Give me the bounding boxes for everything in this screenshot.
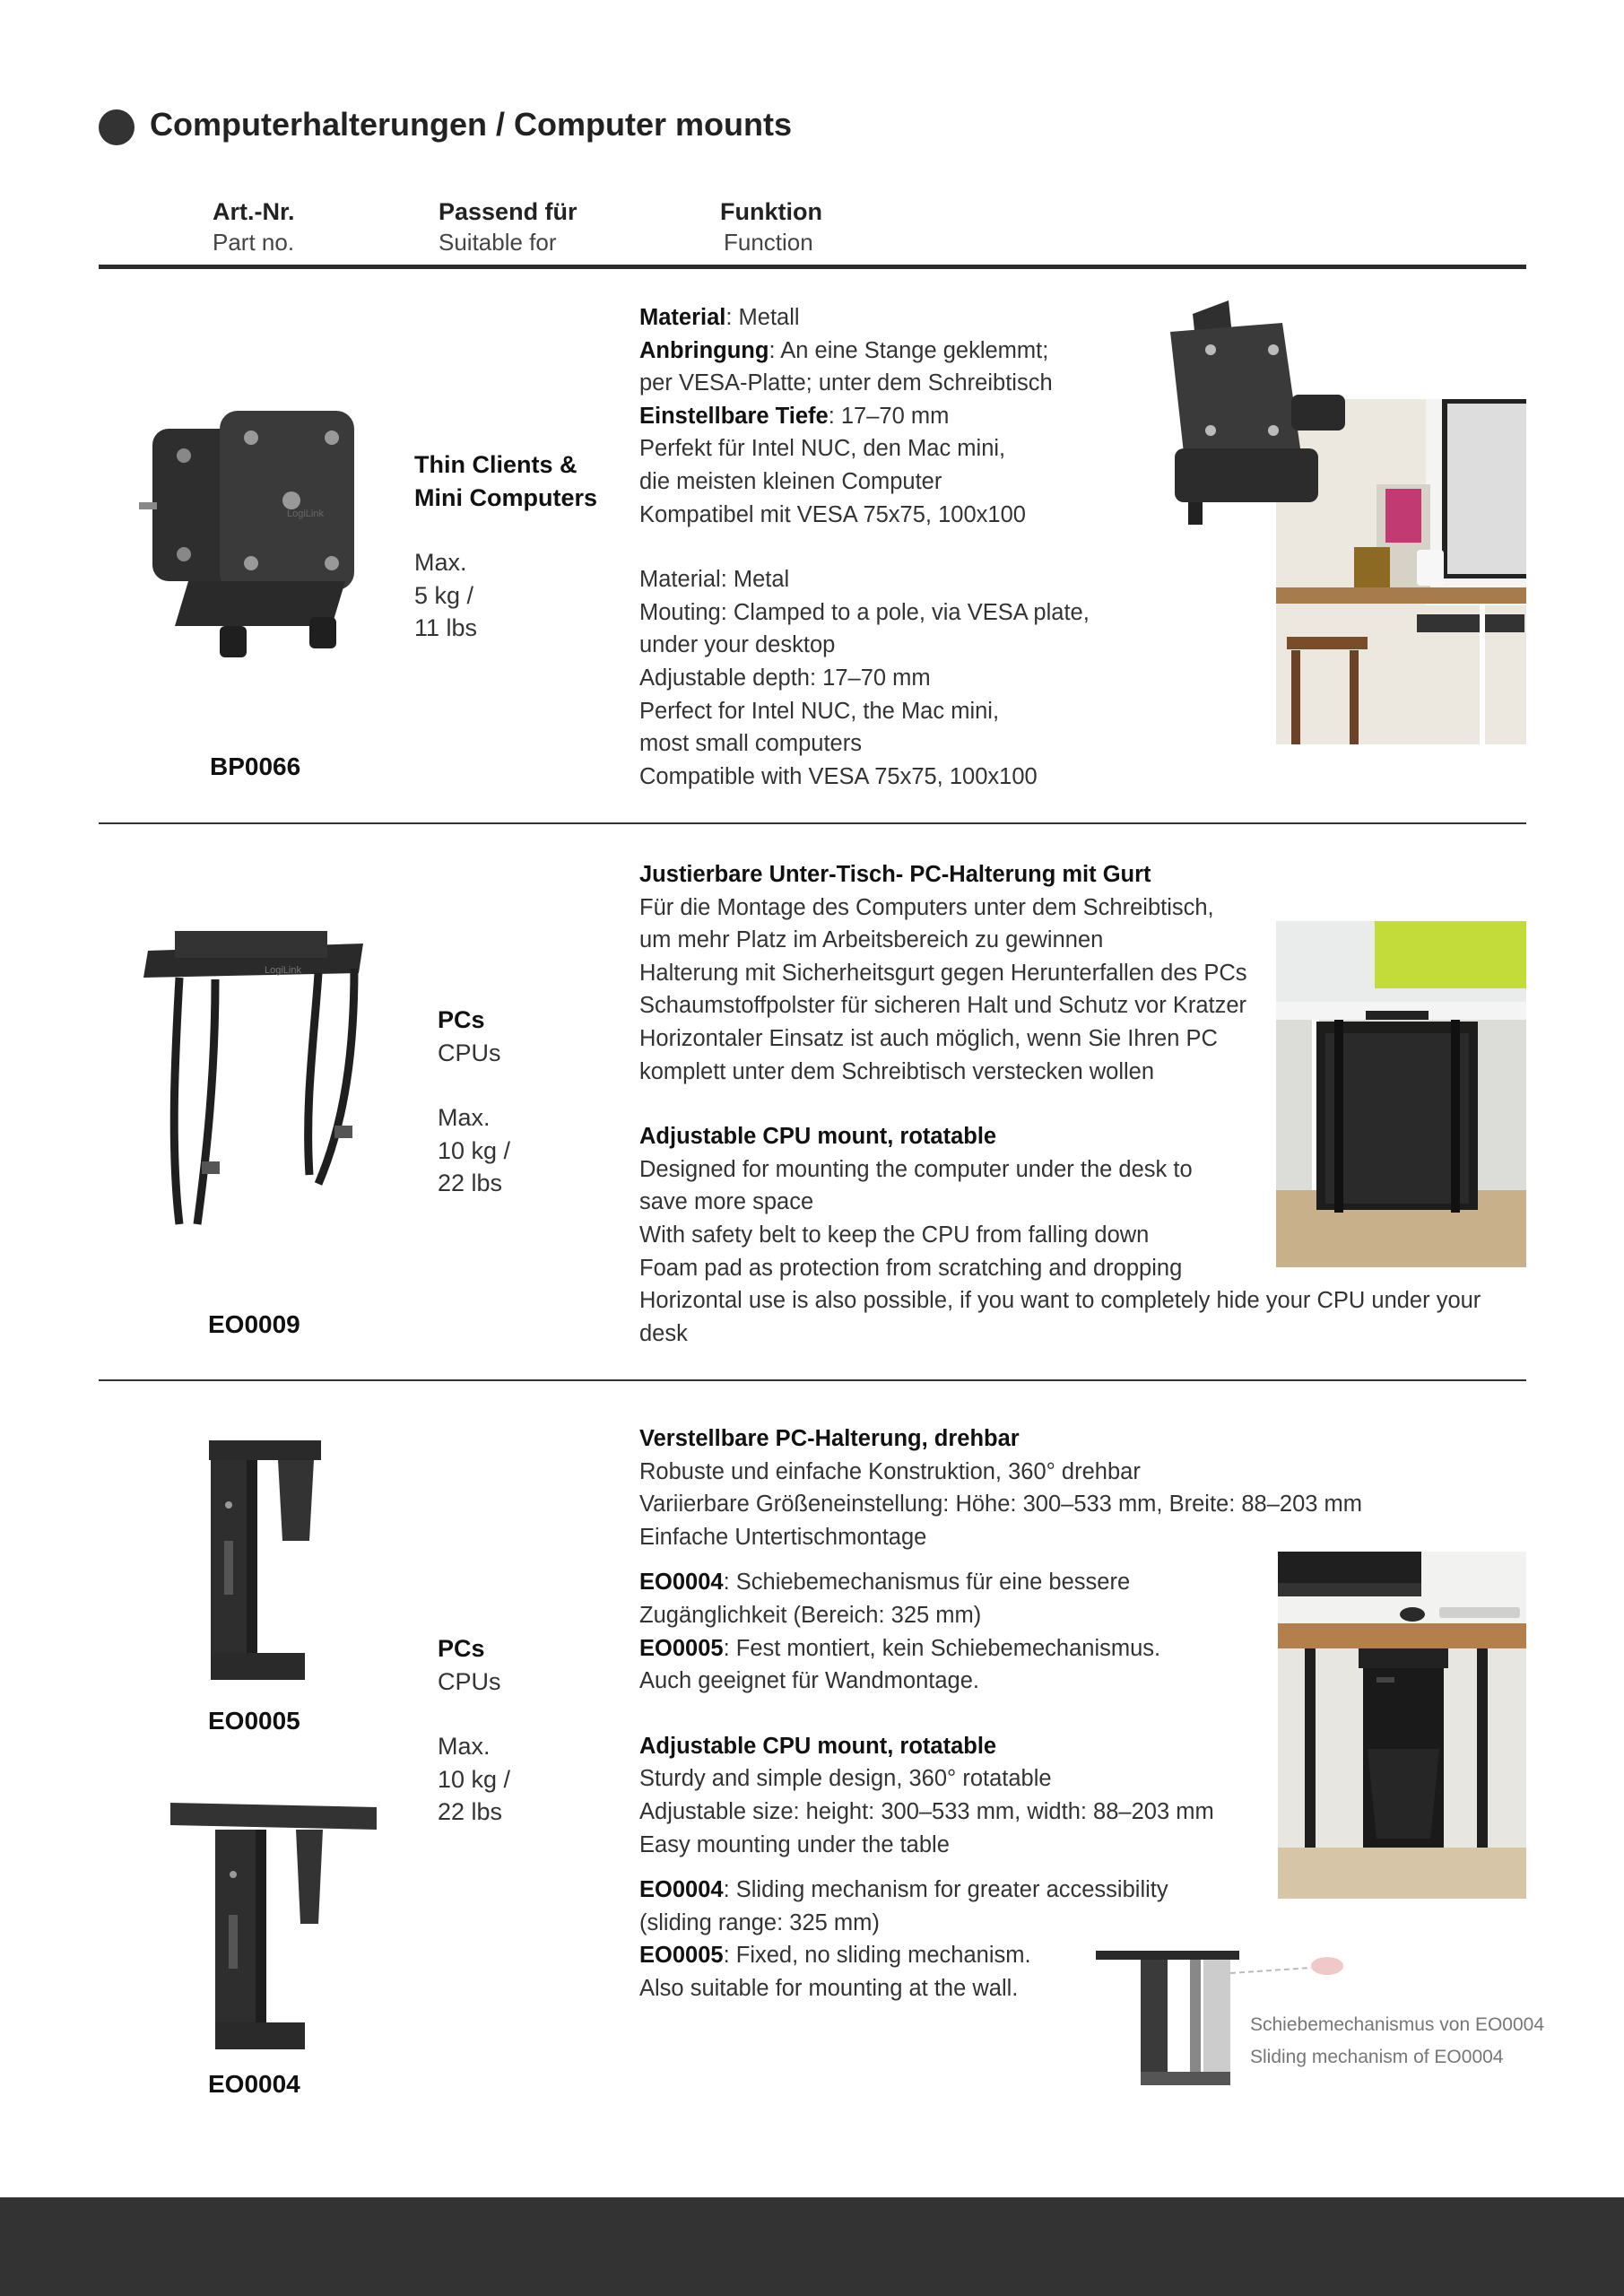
eo0004-product-image [161, 1789, 386, 2058]
desc-line-en: Adjustable depth: 17–70 mm [639, 665, 931, 691]
header-function [720, 196, 822, 257]
desc-line-en: under your desktop [639, 632, 836, 658]
title-bullet-icon [99, 109, 135, 145]
max-load-kg: 10 kg / [438, 1765, 511, 1793]
page-title: Computerhalterungen / Computer mounts [150, 106, 793, 143]
desc-line-de: Für die Montage des Computers unter dem Schreibtisch, [639, 894, 1214, 920]
desc-line-de: Perfekt für Intel NUC, den Mac mini, [639, 436, 1006, 462]
header-suitable [439, 196, 578, 257]
desc-heading-en: Adjustable CPU mount, rotatable [639, 1124, 997, 1150]
desc-line-en: Sturdy and simple design, 360° rotatable [639, 1766, 1052, 1792]
part-number-eo0005: EO0005 [208, 1707, 300, 1735]
desc-line-de: Einfache Untertischmontage [639, 1524, 927, 1550]
desc-line-en: Designed for mounting the computer under the desk to [639, 1156, 1193, 1182]
variant-line-de: EO0005: Fest montiert, kein Schiebemechanismus. [639, 1635, 1161, 1661]
max-load-kg: 10 kg / [438, 1136, 511, 1164]
desc-line-en: With safety belt to keep the CPU from falling down [639, 1222, 1150, 1248]
part-number-eo0004: EO0004 [208, 2070, 300, 2098]
desc-line-de: Anbringung: An eine Stange geklemmt; [639, 337, 1049, 363]
max-load-lbs: 11 lbs [414, 614, 478, 642]
header-suitable-de: Passend für [439, 198, 578, 225]
row-divider [99, 822, 1526, 824]
svg-text:LogiLink: LogiLink [265, 965, 301, 976]
page-footer-bar [0, 2197, 1624, 2296]
row-divider [99, 1379, 1526, 1381]
suitable-line: Mini Computers [414, 483, 598, 511]
header-rule [99, 265, 1526, 269]
eo0004-scene-photo [1278, 1552, 1526, 1899]
max-load-label: Max. [414, 549, 467, 577]
desc-line-en: Mouting: Clamped to a pole, via VESA plate, [639, 599, 1090, 625]
header-function-de: Funktion [720, 198, 822, 225]
desc-line-en: Compatible with VESA 75x75, 100x100 [639, 763, 1038, 789]
desc-line-en: Material: Metal [639, 567, 790, 593]
desc-line-de: Material: Metall [639, 305, 800, 330]
sliding-caption [1250, 2009, 1544, 2074]
variant-line-en: EO0005: Fixed, no sliding mechanism. [639, 1943, 1031, 1969]
eo0009-product-image [139, 924, 372, 1233]
desc-heading-en: Adjustable CPU mount, rotatable [639, 1733, 997, 1759]
header-partno-en: Part no. [213, 229, 295, 256]
svg-text:LogiLink: LogiLink [287, 509, 324, 519]
desc-line-en: Foam pad as protection from scratching and dropping [639, 1255, 1183, 1281]
part-number-bp0066: BP0066 [210, 752, 301, 780]
desc-line-de: per VESA-Platte; unter dem Schreibtisch [639, 370, 1053, 396]
function-bp0066 [639, 301, 1090, 793]
desc-line-en: most small computers [639, 731, 862, 757]
desc-line-de: Schaumstoffpolster für sicheren Halt und Schutz vor Kratzer [639, 993, 1247, 1019]
part-number-eo0009: EO0009 [208, 1310, 300, 1338]
suitable-bp0066 [414, 448, 597, 645]
desc-line-de: Horizontaler Einsatz ist auch möglich, wenn Sie Ihren PC [639, 1025, 1218, 1051]
desc-line-de: Variierbare Größeneinstellung: Höhe: 300–533 mm, Breite: 88–203 mm [639, 1492, 1363, 1518]
desc-line-de: um mehr Platz im Arbeitsbereich zu gewinnen [639, 927, 1104, 953]
desc-line-en: save more space [639, 1189, 814, 1215]
header-suitable-en: Suitable for [439, 229, 557, 256]
header-partno [213, 196, 295, 257]
bp0066-product-image [135, 402, 368, 671]
desc-line-de: Robuste und einfache Konstruktion, 360° drehbar [639, 1458, 1141, 1484]
max-load-lbs: 22 lbs [438, 1170, 503, 1197]
desc-line-de: Einstellbare Tiefe: 17–70 mm [639, 403, 950, 429]
desc-line-de: Halterung mit Sicherheitsgurt gegen Herunterfallen des PCs [639, 960, 1247, 986]
suitable-line: PCs [438, 1006, 485, 1033]
max-load-label: Max. [438, 1733, 491, 1761]
variant-line-de: Auch geeignet für Wandmontage. [639, 1668, 979, 1694]
header-partno-de: Art.-Nr. [213, 198, 295, 225]
header-function-en: Function [724, 229, 813, 256]
suitable-eo0009 [438, 1004, 510, 1200]
suitable-line: CPUs [438, 1039, 501, 1066]
max-load-lbs: 22 lbs [438, 1798, 503, 1826]
desc-heading-de: Justierbare Unter-Tisch- PC-Halterung mit Gurt [639, 862, 1151, 887]
bp0066-scene-photo [1157, 296, 1526, 744]
suitable-line: PCs [438, 1635, 485, 1662]
variant-line-en: EO0004: Sliding mechanism for greater accessibility [639, 1877, 1168, 1903]
desc-line-en: desk [639, 1320, 688, 1346]
suitable-eo0004-eo0005 [438, 1632, 510, 1829]
suitable-line: Thin Clients & [414, 451, 578, 478]
max-load-kg: 5 kg / [414, 581, 474, 609]
desc-line-de: Kompatibel mit VESA 75x75, 100x100 [639, 501, 1026, 527]
variant-line-en: Also suitable for mounting at the wall. [639, 1975, 1019, 2001]
sliding-caption-de: Schiebemechanismus von EO0004 [1250, 2014, 1545, 2035]
desc-line-en: Easy mounting under the table [639, 1831, 950, 1857]
variant-line-de: EO0004: Schiebemechanismus für eine bessere [639, 1570, 1131, 1596]
desc-line-de: die meisten kleinen Computer [639, 468, 942, 494]
desc-line-de: komplett unter dem Schreibtisch verstecken wollen [639, 1058, 1155, 1084]
suitable-line: CPUs [438, 1667, 501, 1695]
desc-line-en: Horizontal use is also possible, if you want to completely hide your CPU under your [639, 1288, 1481, 1314]
eo0009-scene-photo [1276, 921, 1526, 1267]
desc-line-en: Perfect for Intel NUC, the Mac mini, [639, 698, 1000, 724]
eo0005-product-image [202, 1433, 327, 1693]
variant-line-en: (sliding range: 325 mm) [639, 1909, 880, 1935]
max-load-label: Max. [438, 1104, 491, 1132]
desc-heading-de: Verstellbare PC-Halterung, drehbar [639, 1426, 1020, 1451]
variant-line-de: Zugänglichkeit (Bereich: 325 mm) [639, 1602, 982, 1628]
function-eo0004-eo0005 [639, 1422, 1362, 2005]
sliding-caption-en: Sliding mechanism of EO0004 [1250, 2047, 1504, 2067]
desc-line-en: Adjustable size: height: 300–533 mm, width: 88–203 mm [639, 1798, 1214, 1824]
